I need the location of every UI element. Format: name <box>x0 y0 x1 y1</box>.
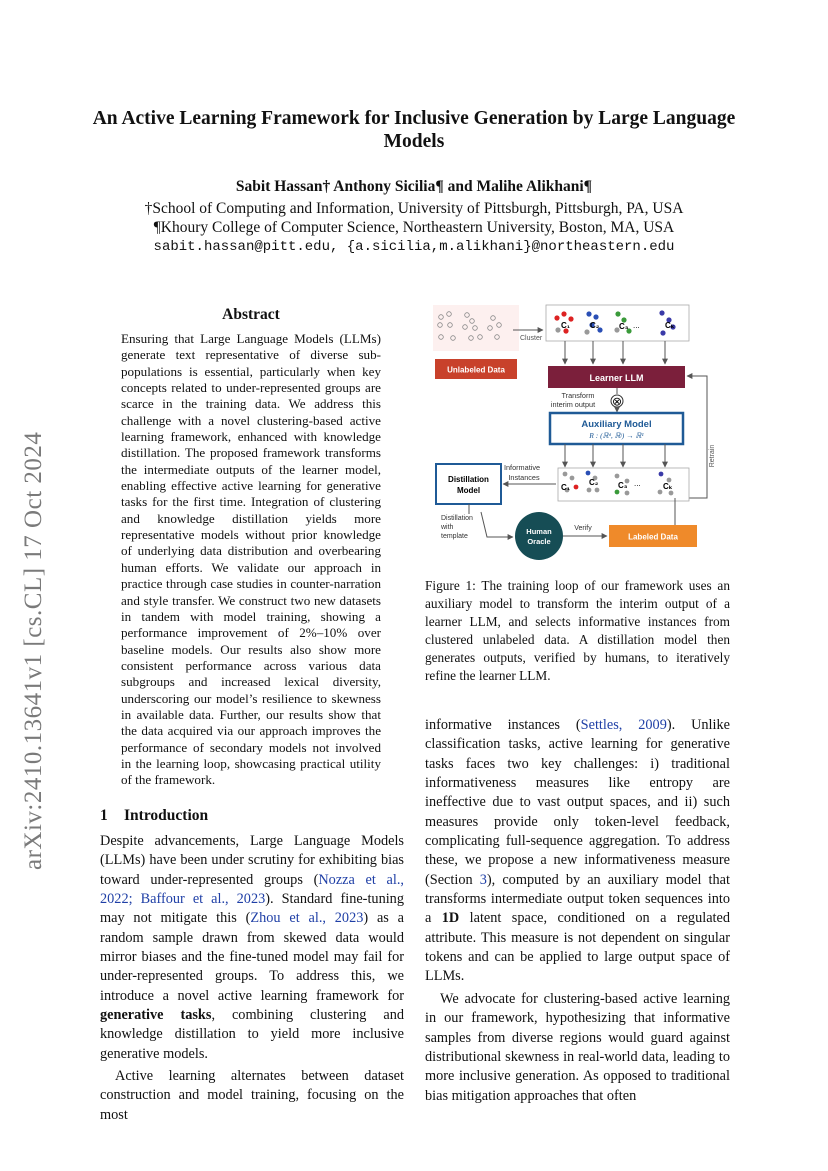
informative-label-c1: C₁ <box>561 483 571 492</box>
text-run: ). Standard fine-tuning may not mitigate this ( <box>100 891 404 927</box>
transform-label-line2: interim output <box>550 400 596 409</box>
cluster-label-c1: C₁ <box>561 321 571 330</box>
citation-link[interactable]: Settles, 2009 <box>580 717 667 733</box>
framework-diagram <box>425 300 730 568</box>
labeled-data-label: Labeled Data <box>628 532 678 542</box>
bold-term: 1D <box>441 910 460 927</box>
text-run: Despite advancements, Large Language Models (LLMs) have been under scrutiny for exhibiting bias toward under-represented groups ( <box>100 833 404 888</box>
paper-title: An Active Learning Framework for Inclusive Generation by Large Language Models <box>92 108 736 152</box>
informative-label-line1: Informative <box>503 463 541 472</box>
affiliation-pitt: †School of Computing and Information, University of Pittsburgh, Pittsburgh, PA, USA <box>144 200 684 217</box>
section-title: Introduction <box>124 807 209 824</box>
intro-paragraph-1 <box>100 832 404 1064</box>
citation-link[interactable]: Zhou et al., 2023 <box>250 910 364 927</box>
down-arrows-aux <box>565 444 665 467</box>
distillation-model-label-line1: Distillation <box>448 475 489 484</box>
cluster-ellipsis: ... <box>633 321 640 330</box>
distill-with-line3: template <box>441 533 468 540</box>
text-run: ). Unlike classification tasks, active learning for generative tasks faces two key challenges: i) traditional informativeness measures like entropy are ineffective due to vast output spaces, and ii) such measures provide only token-level feedback, complicating full-sequence aggregation. To address these, we propose a new informativeness measure (Section <box>425 717 730 888</box>
text-run: , combining clustering and knowledge distillation to yield more inclusive generative models. <box>100 1007 404 1062</box>
cluster-label-c3: C₃ <box>619 322 629 331</box>
bold-term: generative tasks <box>100 1007 212 1024</box>
distillation-model-label-line2: Model <box>456 486 481 495</box>
informative-label-line2: Instances <box>508 473 540 482</box>
cluster-label: Cluster <box>520 335 543 342</box>
human-oracle-label-line1: Human <box>526 527 552 536</box>
abstract-text: Ensuring that Large Language Models (LLMs) generate text representative of diverse sub-populations is essential, particularly when key concepts related to under-represented groups are scarce in the training data. We address this challenge with a novel clustering-based active learning framework, enhanced with knowledge distillation. The proposed framework transforms the intermediate outputs of the learner model, enabling effective active learning for generative tasks for the first time. Integration of clustering and knowledge distillation yields more representative models without prior knowledge of underlying data distribution and overbearing human efforts. We validate our approach in practice through case studies in counter-narration and style transfer. We construct two new datasets in tandem with model training, showing a performance improvement of 2%–10% over baseline models. Our results also show more consistent performance across various data subgroups and increased lexical diversity, underscoring our model’s resilience to skewness in available data. Further, our results show that the data acquired via our approach improves the performance of secondary models not involved in the learning loop, showcasing practical utility of the framework. <box>121 331 381 788</box>
informative-label-ck: Cₖ <box>663 482 673 491</box>
cluster-label-ck: Cₖ <box>665 321 675 330</box>
unlabeled-data-label: Unlabeled Data <box>447 365 505 375</box>
distill-with-line2: with <box>441 524 454 531</box>
distill-with-line1: Distillation <box>441 515 473 522</box>
abstract-heading: Abstract <box>222 306 280 323</box>
auxiliary-model-formula: R : (ℝᵈ, ℝʲ) → ℝ¹ <box>589 431 644 440</box>
otimes-symbol: ⊗ <box>611 394 623 409</box>
transform-label-line1: Transform <box>561 391 595 400</box>
informative-ellipsis: ... <box>634 479 641 488</box>
citation-link[interactable]: Nozza et al., 2022; Baffour et al., 2023 <box>100 871 404 908</box>
intro-left-column <box>100 832 404 1125</box>
section-number: 1 <box>100 807 108 824</box>
arxiv-identifier: arXiv:2410.13641v1 [cs.CL] 17 Oct 2024 <box>20 431 47 870</box>
informative-label-c2: C₂ <box>589 478 599 487</box>
human-oracle-label-line2: Oracle <box>527 537 551 546</box>
intro-paragraph-2: Active learning alternates between dataset construction and model training, focusing on the most <box>100 1068 404 1123</box>
auxiliary-model-label: Auxiliary Model <box>581 419 652 430</box>
intro-paragraph-3 <box>425 716 730 987</box>
author-list: Sabit Hassan† Anthony Sicilia¶ and Malihe Alikhani¶ <box>235 178 593 195</box>
text-run: ), computed by an auxiliary model that transforms intermediate output token sequences into a <box>425 871 730 927</box>
intro-right-column <box>425 716 730 1106</box>
intro-paragraph-4: We advocate for clustering-based active learning in our framework, hypothesizing that informative samples from diverse regions would guard against distributional skewness in real-world data, leading to more inclusive generation. As opposed to traditional bias mitigation approaches that often <box>425 990 730 1104</box>
distillation-model-box <box>436 464 501 504</box>
text-run: ) as a random sample drawn from skewed data would mirror biases and the fine-tuned model may fail for under-represented groups. To address this, we introduce a novel active learning framework for <box>100 910 405 1004</box>
down-arrows-top <box>565 341 665 364</box>
verify-label: Verify <box>574 525 592 532</box>
cluster-label-c2: C₂ <box>590 321 600 330</box>
affiliation-northeastern: ¶Khoury College of Computer Science, Northeastern University, Boston, MA, USA <box>153 219 675 236</box>
figure-caption: Figure 1: The training loop of our framework uses an auxiliary model to transform the interim output of a learner LLM, and selects informative instances from clustered unlabeled data. A distillation model then generates outputs, verified by humans, to iteratively refine the learner LLM. <box>425 578 730 684</box>
learner-llm-label: Learner LLM <box>589 373 644 383</box>
informative-label-c3: C₃ <box>618 481 628 490</box>
unlabeled-pool-box <box>433 305 519 351</box>
retrain-label: Retrain <box>709 444 716 468</box>
human-oracle-node <box>515 512 563 560</box>
section-link[interactable]: 3 <box>479 871 487 888</box>
author-emails: sabit.hassan@pitt.edu, {a.sicilia,m.alikhani}@northeastern.edu <box>153 239 675 255</box>
section-heading-introduction <box>100 807 400 825</box>
text-run: latent space, conditioned on a regulated attribute. This measure is not dependent on singular tokens and can be applied to large output space of LLMs. <box>425 910 731 985</box>
text-run: informative instances ( <box>425 717 581 733</box>
